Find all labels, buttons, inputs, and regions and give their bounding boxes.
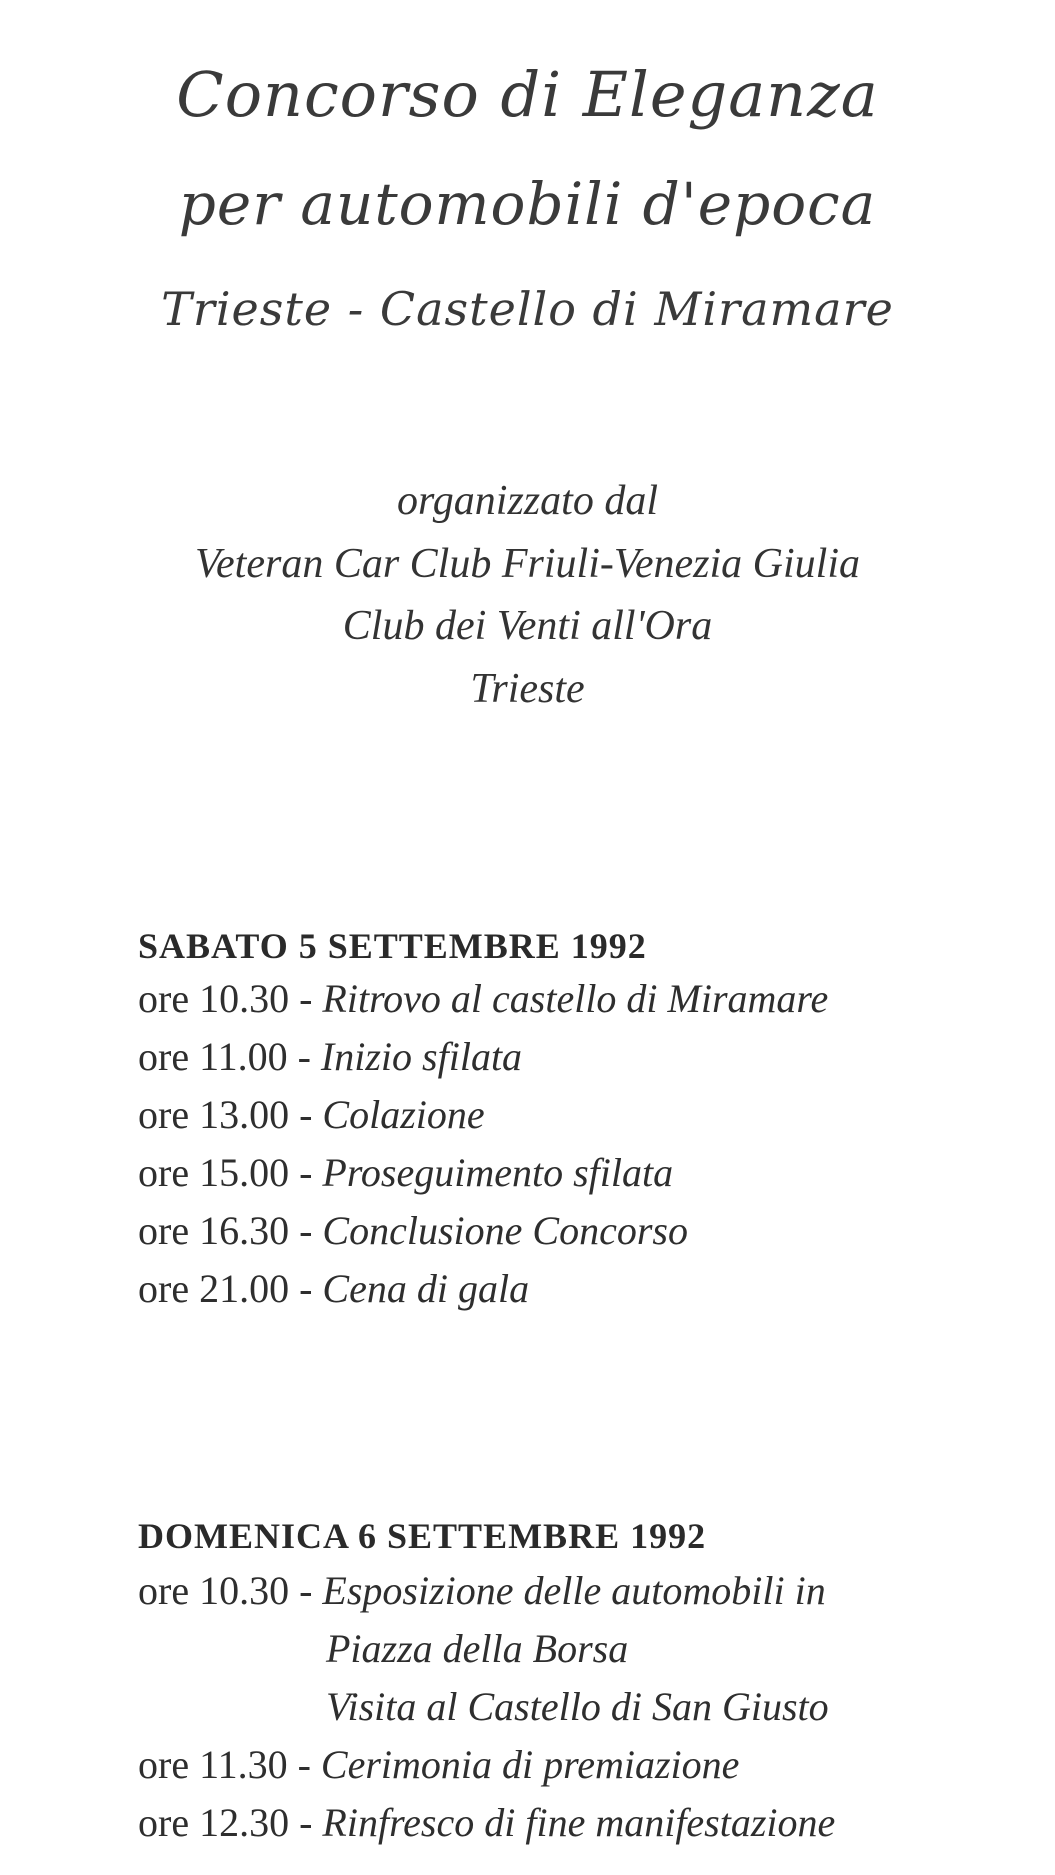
schedule-time: ore 10.30 <box>138 976 290 1021</box>
schedule-time: ore 15.00 <box>138 1150 290 1195</box>
schedule-row <box>138 975 828 1022</box>
organizer-city: Trieste <box>470 666 585 712</box>
organizer-intro: organizzato dal <box>397 478 658 524</box>
schedule-row <box>138 1091 485 1138</box>
schedule-time: ore 11.30 <box>138 1742 288 1787</box>
schedule-desc-continuation: Visita al Castello di San Giusto <box>326 1684 829 1729</box>
schedule-row <box>138 1149 673 1196</box>
schedule-desc: Cena di gala <box>322 1266 530 1311</box>
title-line-1: Concorso di Eleganza <box>176 58 879 131</box>
schedule-separator: - <box>299 1150 323 1195</box>
schedule-separator: - <box>299 976 323 1021</box>
schedule-time: ore 16.30 <box>138 1208 290 1253</box>
schedule-row <box>138 1799 835 1846</box>
schedule-desc: Conclusione Concorso <box>322 1208 688 1253</box>
schedule-separator: - <box>299 1568 323 1613</box>
schedule-time: ore 11.00 <box>138 1034 288 1079</box>
title-line-3: Trieste - Castello di Miramare <box>161 282 894 336</box>
schedule-row <box>138 1265 529 1312</box>
schedule-separator: - <box>299 1092 323 1137</box>
schedule-row <box>138 1033 522 1080</box>
day1-heading: SABATO 5 SETTEMBRE 1992 <box>138 926 647 966</box>
schedule-separator: - <box>297 1034 321 1079</box>
schedule-desc: Ritrovo al castello di Miramare <box>322 976 829 1021</box>
schedule-desc: Proseguimento sfilata <box>322 1150 674 1195</box>
schedule-separator: - <box>297 1742 321 1787</box>
schedule-desc: Cerimonia di premiazione <box>320 1742 740 1787</box>
schedule-time: ore 10.30 <box>138 1568 290 1613</box>
schedule-desc-continuation: Piazza della Borsa <box>326 1626 629 1671</box>
schedule-time: ore 12.30 <box>138 1800 290 1845</box>
schedule-desc: Colazione <box>322 1092 485 1137</box>
title-line-2: per automobili d'epoca <box>178 170 877 238</box>
organizer-club-2: Club dei Venti all'Ora <box>342 603 713 649</box>
schedule-desc: Rinfresco di fine manifestazione <box>322 1800 836 1845</box>
schedule-desc: Esposizione delle automobili in <box>322 1568 826 1613</box>
schedule-desc: Inizio sfilata <box>320 1034 523 1079</box>
organizer-club-1: Veteran Car Club Friuli-Venezia Giulia <box>195 541 860 587</box>
schedule-time: ore 13.00 <box>138 1092 290 1137</box>
schedule-separator: - <box>299 1208 323 1253</box>
schedule-row <box>138 1207 688 1254</box>
schedule-separator: - <box>299 1800 323 1845</box>
schedule-row <box>138 1567 826 1614</box>
schedule-row <box>138 1741 739 1788</box>
schedule-time: ore 21.00 <box>138 1266 290 1311</box>
day2-heading: DOMENICA 6 SETTEMBRE 1992 <box>138 1516 707 1556</box>
schedule-separator: - <box>299 1266 323 1311</box>
